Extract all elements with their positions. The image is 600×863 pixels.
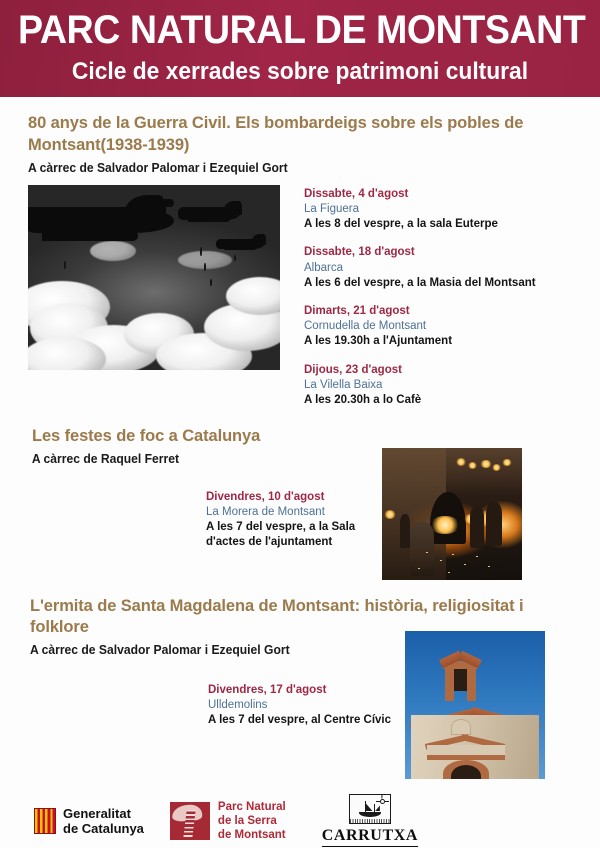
string-light	[502, 459, 512, 466]
hermitage-chapel-photo	[405, 631, 545, 779]
catalan-flag-icon	[34, 808, 56, 834]
boat-sail	[366, 803, 373, 811]
spark	[476, 556, 478, 558]
string-light	[492, 464, 501, 471]
spark	[426, 552, 428, 554]
spark	[464, 564, 466, 566]
poster-header	[0, 0, 600, 97]
poster-footer	[0, 779, 600, 863]
logo-line: de Montsant	[217, 828, 286, 841]
event-date: Dimarts, 21 d'agost	[304, 305, 410, 318]
belfry-pillar	[445, 667, 454, 701]
belfry-pillar	[467, 667, 476, 701]
string-light	[456, 458, 466, 466]
bomber-wing	[188, 215, 230, 222]
event-place: La Morera de Montsant	[206, 505, 325, 518]
boat-mast	[365, 801, 366, 813]
event-item	[304, 245, 536, 291]
event-detail: A les 19.30h a l'Ajuntament	[304, 335, 453, 348]
spark	[452, 554, 454, 556]
torch-flame	[430, 516, 460, 534]
logo-generalitat-text	[63, 806, 144, 837]
event-detail: A les 20.30h a lo Cafè	[304, 394, 422, 407]
event-list	[208, 683, 391, 729]
fire-festival-photo	[382, 448, 522, 580]
section-title: Les festes de foc a Catalunya	[32, 426, 261, 445]
event-detail: A les 6 del vespre, a la Masia del Montsant	[304, 276, 536, 289]
logo-line: de Catalunya	[63, 820, 144, 836]
logo-carrutxa-text: CARRUTXA	[322, 827, 418, 847]
event-date: Divendres, 10 d'agost	[206, 490, 325, 503]
falling-bomb	[234, 255, 236, 261]
bomber-wing	[42, 229, 138, 241]
person-silhouette	[400, 514, 410, 548]
event-place: La Figuera	[304, 202, 359, 215]
event-place: Ulldemolins	[208, 699, 268, 712]
sun-ray	[381, 795, 382, 799]
person-silhouette	[486, 502, 502, 546]
event-detail: A les 8 del vespre, a la sala Euterpe	[304, 217, 498, 230]
logo-line: Generalitat	[63, 805, 131, 821]
event-list	[304, 185, 536, 409]
person-silhouette	[470, 506, 484, 548]
event-item	[304, 187, 536, 233]
logo-line: de la Serra	[217, 814, 277, 827]
spark	[488, 566, 490, 568]
event-item	[304, 304, 536, 350]
boat-sail	[375, 805, 380, 811]
spark	[440, 560, 442, 562]
event-date: Dissabte, 18 d'agost	[304, 246, 415, 259]
sun-ray	[385, 801, 389, 802]
page-title: PARC NATURAL DE MONTSANT	[18, 8, 586, 52]
event-date: Dijous, 23 d'agost	[304, 363, 402, 376]
event-place: La Vilella Baixa	[304, 379, 383, 392]
cloud	[226, 277, 280, 315]
logo-parc-natural	[170, 800, 286, 842]
parc-natural-mark-icon	[170, 802, 210, 840]
spark	[448, 572, 450, 574]
event-item	[304, 363, 536, 409]
string-light	[468, 462, 477, 469]
sun-ray	[376, 801, 380, 802]
section-festes-de-foc	[28, 426, 582, 580]
logo-carrutxa	[322, 794, 418, 847]
boat-mast	[374, 804, 375, 813]
poster-body	[0, 97, 600, 779]
event-list	[206, 490, 356, 551]
spark	[418, 568, 420, 570]
section-ermita-santa-magdalena	[28, 596, 582, 779]
logo-line: Parc Natural	[217, 800, 286, 813]
section-byline: A càrrec de Salvador Palomar i Ezequiel Gort	[28, 160, 288, 175]
falling-bomb	[210, 279, 212, 286]
emblem-ground-band	[350, 819, 390, 823]
event-place: Cornudella de Montsant	[304, 320, 427, 333]
event-detail: A les 7 del vespre, a la Sala d'actes de l'ajuntament	[206, 521, 356, 549]
logo-generalitat	[34, 806, 144, 837]
event-item	[208, 683, 391, 729]
bomber-tailplane	[148, 199, 174, 207]
string-light	[480, 460, 492, 468]
event-item	[206, 490, 356, 551]
bomber-tail	[224, 201, 242, 215]
stone-wall	[446, 448, 522, 494]
person-silhouette	[410, 522, 434, 576]
falling-bomb	[200, 247, 202, 256]
event-date: Dissabte, 4 d'agost	[304, 187, 409, 200]
bomber-tail	[252, 234, 266, 245]
page-subtitle: Cicle de xerrades sobre patrimoni cultural	[71, 57, 529, 85]
section-title: 80 anys de la Guerra Civil. Els bombardeigs sobre els pobles de Montsant(1938-1939)	[28, 114, 524, 154]
bomber-aircraft-photo	[28, 185, 280, 370]
section-title: L'ermita de Santa Magdalena de Montsant: història, religiositat i folklore	[30, 596, 524, 636]
torch-flame	[384, 510, 396, 519]
section-byline: A càrrec de Salvador Palomar i Ezequiel Gort	[29, 642, 290, 657]
logo-parc-natural-text	[218, 800, 286, 842]
section-guerra-civil	[28, 113, 582, 408]
section-byline: A càrrec de Raquel Ferret	[31, 451, 180, 466]
bomber-wing	[224, 245, 256, 250]
event-detail: A les 7 del vespre, al Centre Cívic	[208, 714, 392, 727]
boat-hull	[359, 812, 381, 817]
oculus	[451, 719, 471, 735]
cloud	[90, 241, 136, 261]
falling-bomb	[64, 261, 66, 269]
carrutxa-emblem-icon	[349, 794, 391, 824]
event-date: Divendres, 17 d'agost	[208, 683, 327, 696]
falling-bomb	[204, 263, 206, 271]
event-place: Albarca	[304, 261, 343, 274]
